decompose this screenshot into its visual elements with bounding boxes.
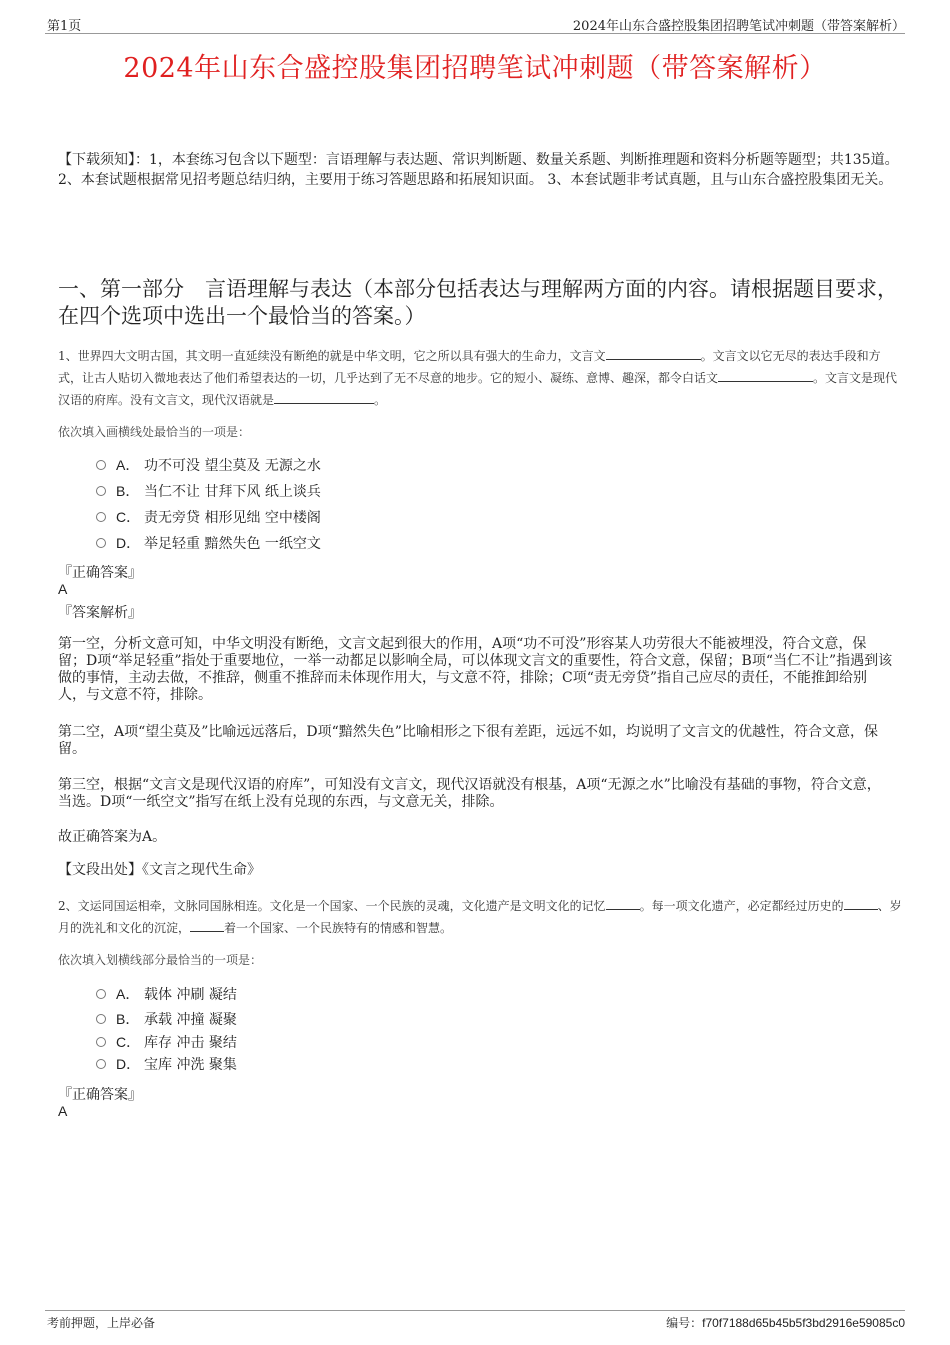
footer-code-value: f70f7188d65b45b5f3bd2916e59085c0 [702,1316,905,1330]
q2-text-c: 、岁月的洗礼和文化的沉淀， [58,899,902,935]
radio-icon[interactable] [96,486,106,496]
q1-answer-label: 『正确答案』 [58,565,142,581]
q1-answer: A [58,581,68,597]
footer-slogan: 考前押题，上岸必备 [47,1316,156,1330]
radio-icon[interactable] [96,512,106,522]
q1-options [96,452,321,556]
radio-icon[interactable] [96,1014,106,1024]
q1-analysis-para-3: 第三空，根据“文言文是现代汉语的府库”，可知没有文言文，现代汉语就没有根基，A项“无源之水”比喻没有基础的事物，符合文意，当选。D项“一纸空文”指写在纸上没有兑现的东西，与文意无关，排除。 [58,777,881,810]
radio-icon[interactable] [96,538,106,548]
q1-blank-2 [718,367,813,382]
header-page-number: 第1页 [47,19,82,34]
q1-analysis-label: 『答案解析』 [58,605,142,621]
q1-prompt: 依次填入画横线处最恰当的一项是： [58,425,251,439]
q1-option-b[interactable]: B． 当仁不让 甘拜下风 纸上谈兵 [96,478,321,504]
footer-code [666,1314,905,1331]
q1-text-b: 。文言文以它无尽的表达手段和方式，让古人贴切入微地表达了他们希望表达的一切，几乎达到了无不尽意的地步。它的短小、凝练、意博、趣深，都令白话文 [58,349,881,385]
q2-prompt: 依次填入划横线部分最恰当的一项是： [58,953,263,967]
header-doc-title: 2024年山东合盛控股集团招聘笔试冲刺题（带答案解析） [572,19,905,34]
q2-answer: A [58,1103,68,1119]
q2-option-c[interactable]: C． 库存 冲击 聚结 [96,1031,237,1053]
radio-icon[interactable] [96,1059,106,1069]
q2-option-a[interactable]: A． 载体 冲刷 凝结 [96,981,237,1006]
q1-blank-3 [274,389,374,404]
header-divider [45,33,905,34]
q2-blank-1 [606,895,640,910]
q1-text-c: 。文言文是现代汉语的府库。没有文言文，现代汉语就是 [58,371,898,407]
q1-option-c[interactable]: C． 责无旁贷 相形见绌 空中楼阁 [96,504,321,530]
q2-blank-2 [844,895,878,910]
radio-icon[interactable] [96,460,106,470]
q2-option-d[interactable]: D． 宝库 冲洗 聚集 [96,1053,237,1075]
q2-text-a: 2、文运同国运相牵，文脉同国脉相连。文化是一个国家、一个民族的灵魂，文化遗产是文明文化的记忆 [58,899,606,913]
q2-option-b[interactable]: B． 承载 冲撞 凝聚 [96,1006,237,1031]
q2-blank-3 [190,917,224,932]
section-heading: 一、第一部分 言语理解与表达（本部分包括表达与理解两方面的内容。请根据题目要求，在四个选项中选出一个最恰当的答案。） [58,277,898,328]
q1-text-d: 。 [374,393,387,407]
q1-analysis-para-4: 故正确答案为A。 [58,829,167,845]
q1-source: 【文段出处】《文言之现代生命》 [58,862,261,878]
q2-options [96,981,237,1075]
q1-analysis-para-2: 第二空，A项“望尘莫及”比喻远远落后，D项“黯然失色”比喻相形之下很有差距，远远不如，均说明了文言文的优越性，符合文意，保留。 [58,724,878,757]
q1-option-a[interactable]: A． 功不可没 望尘莫及 无源之水 [96,452,321,478]
footer-code-label: 编号： [666,1316,703,1330]
page-title: 2024年山东合盛控股集团招聘笔试冲刺题（带答案解析） [123,53,827,84]
q2-text-b: 。每一项文化遗产，必定都经过历史的 [639,899,844,913]
radio-icon[interactable] [96,989,106,999]
q1-blank-1 [606,345,701,360]
download-notice: 【下载须知】：1，本套练习包含以下题型：言语理解与表达题、常识判断题、数量关系题、判断推理题和资料分析题等题型；共135道。 2、本套试题根据常见招考题总结归纳，主要用于练习答题思路和拓展知识面。 3、本套试题非考试真题，且与山东合盛控股集团无关。 [58,152,899,188]
q1-analysis-para-1: 第一空，分析文意可知，中华文明没有断绝，文言文起到很大的作用，A项“功不可没”形容某人功劳很大不能被埋没，符合文意，保留；D项“举足轻重”指处于重要地位，一举一动都足以影响全局，可以体现文言文的重要性，符合文意，保留；B项“当仁不让”指遇到该做的事情，主动去做，不推辞，侧重不推辞而未体现作用大，与文意不符，排除；C项“责无旁贷”指自己应尽的责任，不能推卸给别人，与文意不符，排除。 [58,636,893,703]
q1-option-d[interactable]: D． 举足轻重 黯然失色 一纸空文 [96,530,321,556]
question-2-text [58,895,903,939]
footer-divider [45,1310,905,1311]
q1-text-a: 1、世界四大文明古国，其文明一直延续没有断绝的就是中华文明，它之所以具有强大的生命力，文言文 [58,349,606,363]
radio-icon[interactable] [96,1037,106,1047]
q2-text-d: 着一个国家、一个民族特有的情感和智慧。 [224,921,453,935]
q2-answer-label: 『正确答案』 [58,1087,142,1103]
question-1-text [58,345,903,411]
